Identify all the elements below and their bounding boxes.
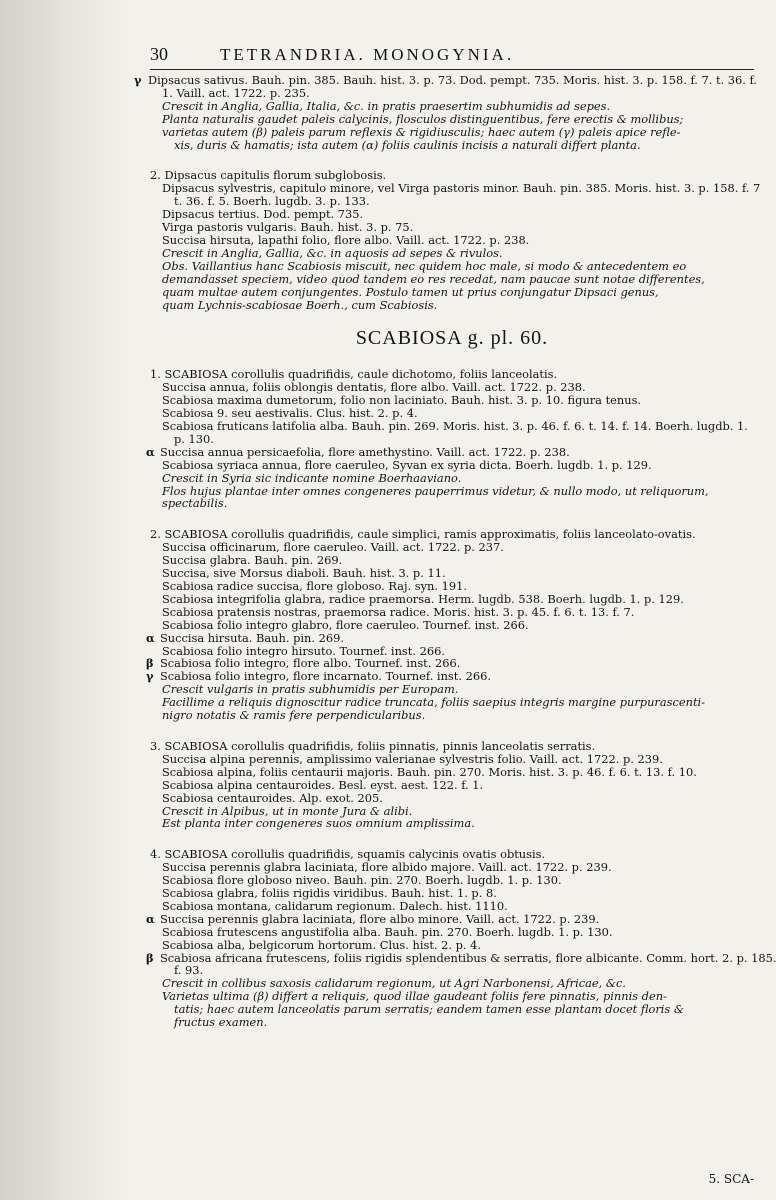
line-text: Flos hujus plantae inter omnes congeneres pauperrimus videtur, & nullo modo, ut reliquorum, [162,483,709,498]
line-text: Scabiosa maxima dumetorum, folio non laciniato. Bauh. hist. 3. p. 10. figura tenus. [162,393,642,408]
line-text: f. 93. [174,963,204,978]
line-text: varietas autem (β) paleis parum reflexis & rigidiusculis; haec autem (γ) paleis apice refle- [162,124,681,139]
line-text: Succisa perennis glabra laciniata, flore albo minore. Vaill. act. 1722. p. 239. [160,911,600,926]
variety-marker: γ [134,73,142,87]
line-text: Scabiosa flore globoso niveo. Bauh. pin. 270. Boerh. lugdb. 1. p. 130. [162,873,562,888]
line-text: Succisa hirsuta. Bauh. pin. 269. [160,630,344,645]
line-text: Dipsacus sylvestris, capitulo minore, vel Virga pastoris minor. Bauh. pin. 385. Moris. hist. 3. p. 158. f. 7 [162,181,761,196]
line-text: 2. Dipsacus capitulis florum subglobosis. [150,168,387,183]
paragraph-gap [150,722,754,740]
line-text: 2. SCABIOSA corollulis quadrifidis, caule simplici, ramis approximatis, foliis lanceolato-ovatis. [150,527,696,542]
text-line [150,817,754,830]
line-text: Scabiosa alpina, foliis centaurii majoris. Bauh. pin. 270. Moris. hist. 3. p. 46. f. 6. t. 13. f. 10. [162,764,697,779]
text-line [150,420,754,433]
line-text: Succisa hirsuta, lapathi folio, flore albo. Vaill. act. 1722. p. 238. [162,232,530,247]
scabiosa-entry-2 [146,527,754,723]
line-text: Crescit in Anglia, Gallia, Italia, &c. in pratis praesertim subhumidis ad sepes. [162,98,611,113]
line-text: Scabiosa folio integro, flore albo. Tournef. inst. 266. [160,656,461,671]
variety-marker: γ [146,669,154,684]
line-text: Succisa officinarum, flore caeruleo. Vaill. act. 1722. p. 237. [162,540,504,555]
paragraph-gap [150,510,754,528]
running-head: TETRANDRIA. MONOGYNIA. [220,45,515,64]
line-text: 1. Vaill. act. 1722. p. 235. [162,85,310,100]
dipsacus-entry-1 [134,73,757,152]
line-text: Planta naturalis gaudet paleis calycinis, flosculos distinguentibus, fere erectis & mollibus; [162,111,684,126]
line-text: Succisa alpina perennis, amplissimo valerianae sylvestris folio. Vaill. act. 1722. p. 239. [162,751,663,766]
catchword: 5. SCA- [708,1172,754,1186]
text-line [146,950,776,965]
line-text: Scabiosa syriaca annua, flore caeruleo, Syvan ex syria dicta. Boerh. lugdb. 1. p. 129. [162,457,652,472]
section-title: SCABIOSA g. pl. 60. [355,327,549,350]
line-text: Crescit in Anglia, Gallia, &c. in aquosis ad sepes & rivulos. [162,245,503,260]
text-line [150,709,754,722]
line-text: Scabiosa fruticans latifolia alba. Bauh. pin. 269. Moris. hist. 3. p. 46. f. 6. t. 14. f. 14. Boerh. lugdb. 1. [162,419,748,434]
line-text: Succisa, sive Morsus diaboli. Bauh. hist. 3. p. 11. [162,566,446,581]
text-line [150,1016,754,1029]
line-text: Crescit in Syria sic indicante nomine Boerhaaviano. [162,470,462,485]
text-line [150,497,754,510]
line-text: t. 36. f. 5. Boerh. lugdb. 3. p. 133. [174,194,370,209]
line-text: Succisa perennis glabra laciniata, flore albido majore. Vaill. act. 1722. p. 239. [162,860,612,875]
line-text: fructus examen. [174,1015,268,1030]
line-text: Scabiosa folio integro, flore incarnato. Tournef. inst. 266. [160,669,491,684]
line-text: Crescit in Alpibus, ut in monte Jura & alibi. [162,803,413,818]
line-text: quam Lychnis-scabiosae Boerh., cum Scabiosis. [162,297,438,312]
line-text: Succisa glabra. Bauh. pin. 269. [162,553,343,568]
line-text: Scabiosa folio integro glabro, flore caeruleo. Tournef. inst. 266. [162,617,529,632]
line-text: Facillime a reliquis dignoscitur radice truncata, foliis saepius integris margine purpurascenti- [162,695,706,710]
scabiosa-entry-4 [146,847,776,1030]
line-text: Crescit in collibus saxosis calidarum regionum, ut Agri Narbonensi, Africae, &c. [162,976,627,991]
dipsacus-section [134,73,761,312]
line-text: Virga pastoris vulgaris. Bauh. hist. 3. p. 75. [162,220,414,235]
scabiosa-entry-1 [146,367,754,511]
line-text: 4. SCABIOSA corollulis quadrifidis, squamis calycinis ovatis obtusis. [150,847,546,862]
line-text: Scabiosa montana, calidarum regionum. Dalech. hist. 1110. [162,898,508,913]
variety-marker: β [146,656,154,671]
variety-marker: α [146,911,155,926]
line-text: Scabiosa pratensis nostras, praemorsa radice. Moris. hist. 3. p. 45. f. 6. t. 13. f. 7. [162,604,635,619]
line-text: Varietas ultima (β) differt a reliquis, quod illae gaudeant foliis fere pinnatis, pinnis den- [162,989,667,1004]
line-text: Scabiosa alpina centauroides. Besl. eyst. aest. 122. f. 1. [162,777,484,792]
line-text: Scabiosa integrifolia glabra, radice praemorsa. Herm. lugdb. 538. Boerh. lugdb. 1. p. 129. [162,591,684,606]
variety-marker: α [146,444,155,459]
variety-marker: β [146,950,154,965]
page-number: 30 [150,44,168,64]
line-text: Crescit vulgaris in pratis subhumidis per Europam. [162,682,459,697]
line-text: Scabiosa glabra, foliis rigidis viridibus. Bauh. hist. 1. p. 8. [162,886,497,901]
line-text: Succisa annua, foliis oblongis dentatis, flore albo. Vaill. act. 1722. p. 238. [162,380,586,395]
line-text: Obs. Vaillantius hanc Scabiosis miscuit, nec quidem hoc male, si modo & antecedentem eo [162,258,687,273]
paragraph-gap [150,830,754,848]
line-text: Scabiosa africana frutescens, foliis rigidis splendentibus & serratis, flore albicante. Comm. hort. 2. p. 185. [160,950,776,965]
line-text: Scabiosa frutescens angustifolia alba. Bauh. pin. 270. Boerh. lugdb. 1. p. 130. [162,924,613,939]
text-line [150,139,754,152]
line-text: Scabiosa centauroides. Alp. exot. 205. [162,790,383,805]
variety-marker: α [146,630,155,645]
line-text: Scabiosa radice succisa, flore globoso. Raj. syn. 191. [162,579,467,593]
text-line [150,299,754,312]
line-text: 1. SCABIOSA corollulis quadrifidis, caule dichotomo, foliis lanceolatis. [150,367,558,382]
line-text: quam multae autem conjungentes. Postulo tamen ut prius conjungatur Dipsaci genus, [162,284,659,299]
line-text: 3. SCABIOSA corollulis quadrifidis, foliis pinnatis, pinnis lanceolatis serratis. [150,738,596,753]
line-text: xis, duris & hamatis; ista autem (α) foliis caulinis incisis a naturali differt planta. [174,137,641,152]
line-text: nigro notatis & ramis fere perpendicularibus. [162,708,426,723]
dipsacus-entry-2 [150,168,761,312]
line-text: Succisa annua persicaefolia, flore amethystino. Vaill. act. 1722. p. 238. [160,444,570,459]
line-text: p. 130. [174,431,214,446]
line-text: Scabiosa 9. seu aestivalis. Clus. hist. 2. p. 4. [162,406,418,421]
page-header [150,44,754,70]
paragraph-gap [150,151,754,169]
line-text: Scabiosa alba, belgicorum hortorum. Clus. hist. 2. p. 4. [162,937,482,952]
line-text: Dipsacus sativus. Bauh. pin. 385. Bauh. hist. 3. p. 73. Dod. pempt. 735. Moris. hist. 3. p. 158. f. 7. t. 36. f. [148,73,757,87]
line-text: spectabilis. [162,496,228,511]
line-text: Est planta inter congeneres suos omnium amplissima. [162,816,475,831]
text-line [150,485,754,498]
page-gutter-shadow [0,0,130,1200]
line-text: tatis; haec autem lanceolatis parum serratis; eandem tamen esse plantam docet floris & [174,1002,685,1017]
line-text: demandasset speciem, video quod tandem eo res recedat, nam paucae sunt notae differentes, [162,271,705,286]
line-text: Scabiosa folio integro hirsuto. Tournef. inst. 266. [162,643,445,658]
line-text: Dipsacus tertius. Dod. pempt. 735. [162,207,364,222]
scabiosa-section [146,367,776,1030]
scabiosa-entry-3 [150,740,754,830]
